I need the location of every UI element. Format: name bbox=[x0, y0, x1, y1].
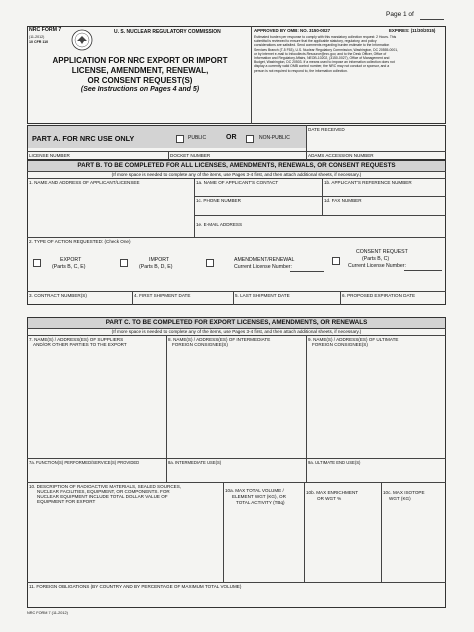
amendment-checkbox[interactable] bbox=[206, 259, 214, 267]
description-label-3: NUCLEAR EQUIPMENT INCLUDE TOTAL DOLLAR VALUE OF bbox=[37, 494, 168, 499]
expiration-date-label: 6. PROPOSED EXPIRATION DATE bbox=[342, 293, 416, 298]
form-title-1: APPLICATION FOR NRC EXPORT OR IMPORT bbox=[52, 56, 228, 65]
footer-form-id: NRC FORM 7 (11-2012) bbox=[27, 611, 68, 615]
max-enrichment-label-1: 10b. MAX ENRICHMENT bbox=[306, 490, 359, 495]
docket-number-label: DOCKET NUMBER bbox=[170, 153, 211, 158]
page-count-field[interactable] bbox=[420, 19, 444, 20]
import-parts: (Parts B, D, E) bbox=[139, 264, 173, 270]
amendment-label: AMENDMENT/RENEWAL bbox=[234, 257, 295, 263]
max-isotope-label-2: WGT (KG) bbox=[389, 496, 411, 501]
ultimate-consignee-label-2: FOREIGN CONSIGNEE(S) bbox=[312, 342, 368, 347]
suppliers-label-1: 7. NAME(S) / ADDRESS(ES) OF SUPPLIERS bbox=[29, 337, 124, 342]
consent-checkbox[interactable] bbox=[332, 257, 340, 265]
intermediate-consignee-label-1: 8. NAME(S) / ADDRESS(ES) OF INTERMEDIATE bbox=[168, 337, 271, 342]
form-date: (11-2012) bbox=[29, 35, 45, 39]
foreign-obligations-label: 11. FOREIGN OBLIGATIONS (BY COUNTRY AND BY PERCENTAGE OF MAXIMUM TOTAL VOLUME) bbox=[29, 584, 242, 589]
reference-number-label: 1b. APPLICANT'S REFERENCE NUMBER bbox=[324, 180, 412, 185]
import-checkbox[interactable] bbox=[120, 259, 128, 267]
max-volume-label-2: ELEMENT WGT (KG), OR bbox=[232, 494, 286, 499]
max-isotope-label-1: 10c. MAX ISOTOPE bbox=[383, 490, 425, 495]
functions-label: 7a. FUNCTION(S) PERFORMED/SERVICE(S) PROVIDED bbox=[29, 460, 140, 465]
max-volume-label-3: TOTAL ACTIVITY (TBq) bbox=[236, 500, 285, 505]
part-a-title: PART A. FOR NRC USE ONLY bbox=[32, 134, 135, 143]
license-number-label: LICENSE NUMBER bbox=[29, 153, 70, 158]
form-subtitle: (See Instructions on Pages 4 and 5) bbox=[80, 86, 200, 93]
or-label: OR bbox=[226, 134, 237, 141]
export-label: EXPORT bbox=[60, 257, 82, 263]
intermediate-use-label: 8a. INTERMEDIATE USE(S) bbox=[168, 460, 222, 465]
phone-number-label: 1c. PHONE NUMBER bbox=[196, 198, 241, 203]
max-volume-label-1: 10a. MAX TOTAL VOLUME / bbox=[225, 488, 284, 493]
part-c-title: PART C. TO BE COMPLETED FOR EXPORT LICENSES, AMENDMENTS, OR RENEWALS bbox=[105, 319, 368, 326]
date-received-label: DATE RECEIVED bbox=[308, 127, 345, 132]
adams-label: ADAMS ACCESSION NUMBER bbox=[308, 153, 374, 158]
consent-license-field[interactable] bbox=[404, 270, 442, 271]
description-label-1: 10. DESCRIPTION OF RADIOACTIVE MATERIALS, SEALED SOURCES, bbox=[29, 484, 182, 489]
consent-parts: (Parts B, C) bbox=[362, 256, 390, 262]
action-type-label: 2. TYPE OF ACTION REQUESTED: (Check One) bbox=[29, 239, 131, 244]
consent-license-label: Current License Number: bbox=[348, 263, 406, 269]
contract-numbers-label: 3. CONTRACT NUMBER(S) bbox=[29, 293, 87, 298]
expiration: EXPIRES: (11/30/2015) bbox=[389, 28, 436, 33]
form-id: NRC FORM 7 bbox=[29, 27, 62, 33]
applicant-name-label: 1. NAME AND ADDRESS OF APPLICANT/LICENSEE bbox=[29, 180, 140, 185]
part-b-note: (If more space is needed to complete any of the items, use Pages 3-4 first, and then attach additional sheets, if necessary.) bbox=[111, 172, 362, 177]
ultimate-consignee-label-1: 9. NAME(S) / ADDRESS(ES) OF ULTIMATE bbox=[308, 337, 399, 342]
ultimate-end-use-label: 9a. ULTIMATE END USE(S) bbox=[308, 460, 361, 465]
public-checkbox[interactable] bbox=[176, 135, 184, 143]
export-checkbox[interactable] bbox=[33, 259, 41, 267]
contact-name-label: 1a. NAME OF APPLICANT'S CONTACT bbox=[196, 180, 279, 185]
page-number: Page 1 of bbox=[386, 11, 414, 18]
suppliers-label-2: AND/OR OTHER PARTIES TO THE EXPORT bbox=[33, 342, 127, 347]
form-title-2: LICENSE, AMENDMENT, RENEWAL, bbox=[71, 66, 209, 75]
burden-statement: Estimated burden per response to comply with this mandatory collection request: 2 Hours. This submittal is reviewed to ensure that the applicable statutory, regulatory, and policy considerations are satisfied. Send comments regarding burden estimate to the Information Services Branch (T-5 F53), U.S. Nuclear Regulatory Commission, Washington, DC 20555-0001, or by internet e-mail to Infocollects.Resource@nrc.gov, and to the Desk Officer, Office of Information and Regulatory Affairs, NEOB-10202, (3150-0027), Office of Management and Budget, Washington, DC 20503. If a means used to impose an information collection does not display a currently valid OMB control number, the NRC may not conduct or sponsor, and a person is not required to respond to, the information collection. bbox=[254, 35, 399, 73]
amendment-license-field[interactable] bbox=[290, 271, 324, 272]
import-label: IMPORT bbox=[149, 257, 170, 263]
nrc-seal-icon bbox=[71, 29, 93, 51]
fax-number-label: 1d. FAX NUMBER bbox=[324, 198, 362, 203]
amendment-license-label: Current License Number: bbox=[234, 264, 292, 270]
part-b-title: PART B. TO BE COMPLETED FOR ALL LICENSES, AMENDMENTS, RENEWALS, OR CONSENT REQUESTS bbox=[77, 162, 396, 169]
cfr-ref: 10 CFR 110 bbox=[29, 40, 49, 44]
part-c-note: (If more space is needed to complete any of the items, use Pages 3-4 first, and then attach additional sheets, if necessary.) bbox=[111, 329, 362, 334]
last-shipment-label: 5. LAST SHIPMENT DATE bbox=[235, 293, 290, 298]
non-public-checkbox[interactable] bbox=[246, 135, 254, 143]
intermediate-consignee-label-2: FOREIGN CONSIGNEE(S) bbox=[172, 342, 228, 347]
first-shipment-label: 4. FIRST SHIPMENT DATE bbox=[134, 293, 191, 298]
max-enrichment-label-2: OR WGT % bbox=[317, 496, 342, 501]
non-public-label: NON-PUBLIC bbox=[259, 135, 290, 141]
description-label-4: EQUIPMENT FOR EXPORT bbox=[37, 499, 96, 504]
description-label-2: NUCLEAR FACILITIES, EQUIPMENT, OR COMPONENTS. FOR bbox=[37, 489, 170, 494]
form-title-3: OR CONSENT REQUEST(S) bbox=[87, 76, 193, 85]
agency-name: U. S. NUCLEAR REGULATORY COMMISSION bbox=[114, 29, 221, 35]
public-label: PUBLIC bbox=[188, 135, 207, 141]
export-parts: (Parts B, C, E) bbox=[52, 264, 86, 270]
email-label: 1e. E-MAIL ADDRESS bbox=[196, 222, 243, 227]
omb-number: APPROVED BY OMB: NO. 3150-0027 bbox=[254, 28, 331, 33]
consent-label: CONSENT REQUEST bbox=[356, 249, 408, 255]
